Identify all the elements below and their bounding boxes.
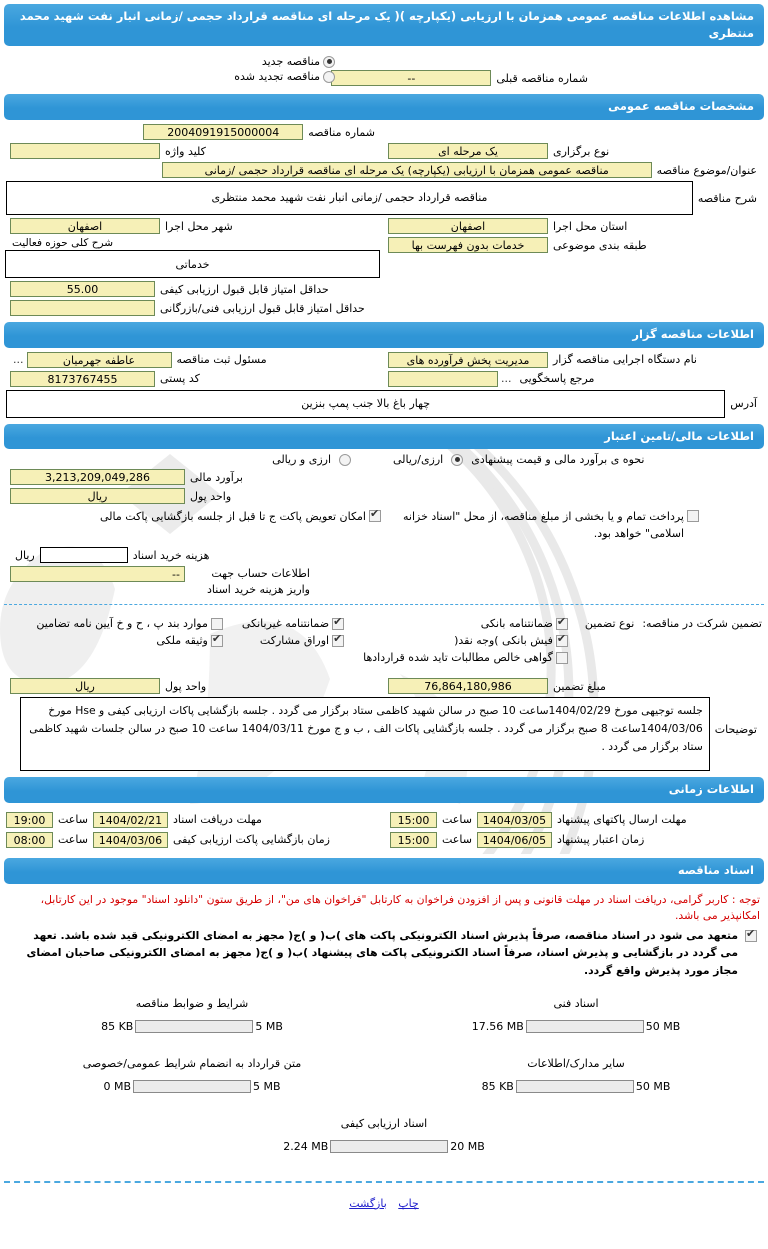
attachment-3-max: 50 MB bbox=[635, 1079, 671, 1093]
guarantee-option-3-label: ضمانتنامه غیربانکی bbox=[241, 617, 330, 631]
row-subject bbox=[0, 162, 768, 178]
attachment-4-used: 2.24 MB bbox=[283, 1139, 329, 1153]
keyword-label: کلید واژه bbox=[165, 144, 206, 158]
description-label: شرح مناقصه bbox=[697, 191, 757, 205]
registrar-label: مسئول ثبت مناقصه bbox=[176, 353, 267, 367]
estimate-method-label: نحوه ی برآورد مالی و قیمت پیشنهادی bbox=[471, 453, 645, 467]
min-tech-score-label: حداقل امتیاز قابل قبول ارزیابی فنی/بازرگانی bbox=[160, 301, 365, 315]
tender-type-renewed-option[interactable] bbox=[234, 70, 338, 83]
attachment-1-meter bbox=[384, 1020, 768, 1033]
attachment-0-progress bbox=[135, 1020, 253, 1033]
attachment-1-progress bbox=[526, 1020, 644, 1033]
attachment-4-meter bbox=[0, 1140, 768, 1153]
treasury-note-text: پرداخت تمام و یا بخشی از مبلغ مناقصه، از محل "اسناد خزانه اسلامی" خواهد بود. bbox=[403, 510, 684, 540]
schedule-item-2-date[interactable]: 1404/03/06 bbox=[93, 832, 168, 848]
schedule-item-3 bbox=[384, 830, 768, 850]
address-label: آدرس bbox=[730, 397, 757, 411]
schedule-item-2-time[interactable]: 08:00 bbox=[6, 832, 53, 848]
documents-bold-note: متعهد می شود در اسناد مناقصه، صرفاً پذیرش اسناد الکترونیکی پاکت های )ب( و )ج( مجهز به امضای الکترونیکی قید شده باشد. تعهد می گردد در بازگشایی و پذیرش اسناد، صرفاً اسناد الکترونیکی پاکت های پیشنهاد )ب( و )ج( مجهز به امضای الکترونیکی صاحبان امضای مجاز مورد پذیرش واقع گردد. bbox=[26, 929, 738, 977]
documents-red-note: توجه : کاربر گرامی، دریافت اسناد در مهلت قانونی و پس از افزودن فراخوان به کارتابل "فراخوان های من"، از طریق ستون "دانلود اسناد" موجود در این کارتابل، امکانپذیر می باشد. bbox=[40, 892, 760, 923]
min-quality-score-field[interactable]: 55.00 bbox=[10, 281, 155, 297]
schedule-item-3-hour-label: ساعت bbox=[442, 833, 472, 847]
guarantee-notes-field[interactable]: جلسه توجیهی مورخ 1404/02/29ساعت 10 صبح در سالن شهید کاظمی ستاد برگزار می گردد . جلسه بازگشایی پاکات ارزیابی کیفی و Hse مورخ 1404/03/06ساعت 8 صبح برگزار می گردد . جلسه بازگشایی پاکات الف , ب و ج مورخ 1404/03/11 ساعت 10 صبح در سالن جلسات شهید کاظمی ستاد برگزار می گردد . bbox=[20, 697, 710, 771]
attachment-3-progress bbox=[516, 1080, 634, 1093]
row-estimate-method bbox=[0, 453, 768, 466]
footer-divider bbox=[4, 1181, 764, 1183]
doc-cost-field[interactable] bbox=[40, 547, 128, 563]
attachment-1-title: اسناد فنی bbox=[553, 996, 599, 1010]
postal-code-field[interactable]: 8173767455 bbox=[10, 371, 155, 387]
keyword-field[interactable] bbox=[10, 143, 160, 159]
row-category-activity bbox=[0, 237, 768, 278]
finance-guarantee-divider bbox=[4, 604, 764, 605]
tender-type-renewed-label: مناقصه تجدید شده bbox=[234, 70, 320, 84]
guarantee-amount-unit-field[interactable]: ریال bbox=[10, 678, 160, 694]
schedule-row-0 bbox=[0, 810, 768, 830]
activity-scope-field[interactable]: خدماتی bbox=[5, 250, 380, 278]
row-doc-cost bbox=[0, 547, 768, 563]
previous-tender-number-label: شماره مناقصه قبلی bbox=[496, 71, 588, 85]
schedule-item-0-label: مهلت دریافت اسناد bbox=[172, 813, 262, 827]
holding-type-field[interactable]: یک مرحله ای bbox=[388, 143, 548, 159]
section-header-authority: اطلاعات مناقصه گزار bbox=[4, 322, 764, 348]
envelope-note-text: امکان تعویض پاکت ج تا قبل از جلسه بازگشایی پاکت مالی bbox=[100, 510, 366, 524]
guarantee-block bbox=[0, 611, 768, 668]
estimate-amount-label: برآورد مالی bbox=[190, 470, 243, 484]
guarantee-type-label: نوع تضمین bbox=[584, 617, 635, 631]
doc-cost-unit-label: ریال bbox=[15, 548, 35, 562]
contact-more-icon[interactable]: ... bbox=[501, 372, 512, 386]
attachment-0-title: شرایط و ضوابط مناقصه bbox=[135, 996, 249, 1010]
tender-number-field[interactable]: 2004091915000004 bbox=[143, 124, 303, 140]
attachment-2-progress bbox=[133, 1080, 251, 1093]
guarantee-option-5-label: موارد بند پ ، ح و خ آیین نامه تضامین bbox=[36, 617, 208, 631]
row-holding-type bbox=[0, 143, 768, 159]
section-header-documents: اسناد مناقصه bbox=[4, 858, 764, 884]
schedule-item-2-label: زمان بازگشایی پاکت ارزیابی کیفی bbox=[172, 833, 330, 847]
schedule-item-1-label: مهلت ارسال پاکتهای پیشنهاد bbox=[556, 813, 687, 827]
checkbox-net-claims-certificate[interactable] bbox=[556, 652, 568, 664]
attachment-4-max: 20 MB bbox=[450, 1139, 485, 1153]
attachment-0 bbox=[0, 987, 384, 1047]
category-label: طبقه بندی موضوعی bbox=[553, 238, 647, 252]
guarantee-option-4-label: اوراق مشارکت bbox=[259, 634, 330, 648]
currency-unit-label: واحد پول bbox=[190, 489, 232, 503]
guarantee-amount-unit-label: واحد پول bbox=[165, 679, 207, 693]
category-field[interactable]: خدمات بدون فهرست بها bbox=[388, 237, 548, 253]
row-guarantee-amount bbox=[0, 678, 768, 694]
guarantee-option-6[interactable] bbox=[36, 632, 225, 649]
organization-field[interactable]: مدیریت پخش فرآورده های bbox=[388, 352, 548, 368]
doc-account-label: اطلاعات حساب جهت واریز هزینه خرید اسناد bbox=[207, 567, 310, 597]
city-field[interactable]: اصفهان bbox=[10, 218, 160, 234]
attachment-2-max: 5 MB bbox=[253, 1079, 281, 1093]
province-field[interactable]: اصفهان bbox=[388, 218, 548, 234]
radio-new-tender-icon[interactable] bbox=[323, 56, 335, 68]
registrar-field[interactable]: عاطفه جهرمیان bbox=[27, 352, 172, 368]
guarantee-option-3[interactable] bbox=[242, 615, 347, 632]
section-header-finance: اطلاعات مالی/تامین اعتبار bbox=[4, 424, 764, 450]
checkbox-treasury-bonds[interactable] bbox=[687, 510, 699, 522]
attachment-1-used: 17.56 MB bbox=[471, 1019, 524, 1033]
guarantee-amount-label: مبلغ تضمین bbox=[553, 679, 606, 693]
activity-scope-caption: شرح کلی حوزه فعالیت bbox=[12, 237, 114, 250]
guarantee-participation-label: تضمین شرکت در مناقصه: bbox=[642, 617, 762, 631]
holding-type-label: نوع برگزاری bbox=[553, 144, 610, 158]
schedule-item-1 bbox=[384, 810, 768, 830]
row-treasury-note bbox=[0, 507, 768, 544]
guarantee-option-6-label: وثیقه ملکی bbox=[156, 634, 208, 648]
postal-code-label: کد پستی bbox=[160, 372, 200, 386]
checkbox-electronic-signature-commitment[interactable] bbox=[745, 930, 757, 942]
radio-currency-both-icon[interactable] bbox=[339, 454, 351, 466]
checkbox-nonbank-guarantee[interactable] bbox=[332, 618, 344, 630]
doc-cost-label: هزینه خرید اسناد bbox=[132, 548, 210, 562]
estimate-option-both-label: ارزی و ریالی bbox=[272, 453, 331, 467]
checkbox-bank-guarantee[interactable] bbox=[556, 618, 568, 630]
attachments-grid bbox=[0, 979, 768, 1167]
attachment-0-used: 85 KB bbox=[101, 1019, 134, 1033]
attachment-3-used: 85 KB bbox=[481, 1079, 514, 1093]
guarantee-option-0-label: ضمانتنامه بانکی bbox=[480, 617, 553, 631]
checkbox-bank-receipt[interactable] bbox=[556, 635, 568, 647]
schedule-item-1-date[interactable]: 1404/03/05 bbox=[477, 812, 552, 828]
attachment-2-meter bbox=[0, 1080, 384, 1093]
schedule-item-1-time[interactable]: 15:00 bbox=[390, 812, 437, 828]
organization-label: نام دستگاه اجرایی مناقصه گزار bbox=[553, 353, 697, 367]
city-label: شهر محل اجرا bbox=[165, 219, 233, 233]
back-link[interactable]: بازگشت bbox=[349, 1196, 387, 1210]
tender-type-block bbox=[0, 50, 768, 88]
tender-number-label: شماره مناقصه bbox=[308, 125, 375, 139]
schedule-item-0-time[interactable]: 19:00 bbox=[6, 812, 53, 828]
print-link[interactable]: چاپ bbox=[398, 1196, 419, 1210]
guarantee-option-1-label: فیش بانکی )وجه نقد( bbox=[454, 634, 553, 648]
registrar-more-icon[interactable]: ... bbox=[13, 353, 24, 367]
row-currency-unit bbox=[0, 488, 768, 504]
row-tender-number bbox=[0, 124, 768, 140]
attachment-1 bbox=[384, 987, 768, 1047]
attachment-3 bbox=[384, 1047, 768, 1107]
guarantee-option-2[interactable] bbox=[363, 649, 571, 666]
min-quality-score-label: حداقل امتیاز قابل قبول ارزیابی کیفی bbox=[160, 282, 329, 296]
checkbox-regulation-clauses[interactable] bbox=[211, 618, 223, 630]
estimate-amount-field[interactable]: 3,213,209,049,286 bbox=[10, 469, 185, 485]
currency-unit-field[interactable]: ریال bbox=[10, 488, 185, 504]
row-address bbox=[0, 390, 768, 418]
tender-type-new-option[interactable] bbox=[262, 55, 338, 68]
guarantee-notes-label: توضیحات bbox=[714, 723, 757, 737]
schedule-grid bbox=[0, 807, 768, 852]
radio-currency-rial-icon[interactable] bbox=[451, 454, 463, 466]
estimate-option-rial-label: ارزی/ریالی bbox=[393, 453, 444, 467]
guarantee-option-1[interactable] bbox=[363, 632, 571, 649]
previous-tender-number-field[interactable]: -- bbox=[331, 70, 491, 86]
checkbox-property-deed[interactable] bbox=[211, 635, 223, 647]
section-header-schedule: اطلاعات زمانی bbox=[4, 777, 764, 803]
tender-type-new-label: مناقصه جدید bbox=[261, 55, 320, 69]
guarantee-option-0[interactable] bbox=[363, 615, 571, 632]
tender-type-new-row bbox=[0, 54, 768, 69]
row-doc-account bbox=[0, 566, 768, 598]
attachment-1-max: 50 MB bbox=[645, 1019, 681, 1033]
guarantee-option-4[interactable] bbox=[242, 632, 347, 649]
schedule-item-0-date[interactable]: 1404/02/21 bbox=[93, 812, 168, 828]
attachment-4-title: اسناد ارزیابی کیفی bbox=[340, 1116, 428, 1130]
schedule-item-3-time[interactable]: 15:00 bbox=[390, 832, 437, 848]
page-title: مشاهده اطلاعات مناقصه عمومی همزمان با ارزیابی (یکپارچه )( یک مرحله ای مناقصه قرارداد حجمی /زمانی انبار نفت شهید محمد منتظری bbox=[4, 4, 764, 46]
schedule-item-2 bbox=[0, 830, 384, 850]
attachment-3-meter bbox=[384, 1080, 768, 1093]
row-province-city bbox=[0, 218, 768, 234]
attachment-0-meter bbox=[0, 1020, 384, 1033]
guarantee-option-5[interactable] bbox=[36, 615, 225, 632]
radio-renewed-tender-icon[interactable] bbox=[323, 71, 335, 83]
attachment-0-max: 5 MB bbox=[255, 1019, 283, 1033]
row-estimate-amount bbox=[0, 469, 768, 485]
doc-account-field[interactable]: -- bbox=[10, 566, 185, 582]
row-guarantee-notes bbox=[0, 697, 768, 771]
schedule-item-1-hour-label: ساعت bbox=[442, 813, 472, 827]
min-tech-score-field[interactable] bbox=[10, 300, 155, 316]
footer-actions bbox=[0, 1193, 768, 1224]
guarantee-amount-field[interactable]: 76,864,180,986 bbox=[388, 678, 548, 694]
section-header-general: مشخصات مناقصه عمومی bbox=[4, 94, 764, 120]
schedule-item-0-hour-label: ساعت bbox=[58, 813, 88, 827]
description-field[interactable]: مناقصه قرارداد حجمی /زمانی انبار نفت شهید محمد منتظری bbox=[6, 181, 693, 215]
schedule-item-3-date[interactable]: 1404/06/05 bbox=[477, 832, 552, 848]
schedule-item-2-hour-label: ساعت bbox=[58, 833, 88, 847]
attachment-4 bbox=[0, 1107, 768, 1167]
row-min-quality-score bbox=[0, 281, 768, 297]
subject-label: عنوان/موضوع مناقصه bbox=[656, 163, 757, 177]
schedule-item-0 bbox=[0, 810, 384, 830]
attachment-2 bbox=[0, 1047, 384, 1107]
guarantee-option-2-label: گواهی خالص مطالبات تاید شده قراردادها bbox=[363, 651, 553, 665]
attachment-3-title: سایر مدارک/اطلاعات bbox=[527, 1056, 625, 1070]
contact-label: مرجع پاسخگویی bbox=[519, 372, 595, 386]
province-label: استان محل اجرا bbox=[553, 219, 628, 233]
row-contact bbox=[0, 371, 768, 387]
attachment-4-progress bbox=[330, 1140, 448, 1153]
schedule-row-1 bbox=[0, 830, 768, 850]
row-description bbox=[0, 181, 768, 215]
row-min-tech-score bbox=[0, 300, 768, 316]
attachment-2-used: 0 MB bbox=[103, 1079, 131, 1093]
address-field[interactable]: چهار باغ بالا جنب پمپ بنزین bbox=[6, 390, 725, 418]
contact-field[interactable] bbox=[388, 371, 498, 387]
checkbox-participation-bonds[interactable] bbox=[332, 635, 344, 647]
attachment-2-title: متن قرارداد به انضمام شرایط عمومی/خصوصی bbox=[82, 1056, 302, 1070]
schedule-item-3-label: زمان اعتبار پیشنهاد bbox=[556, 833, 645, 847]
checkbox-envelope-replacement[interactable] bbox=[369, 510, 381, 522]
row-organization bbox=[0, 352, 768, 368]
subject-field[interactable]: مناقصه عمومی همزمان با ارزیابی (یکپارچه) یک مرحله ای مناقصه قرارداد حجمی /زمانی bbox=[162, 162, 652, 178]
